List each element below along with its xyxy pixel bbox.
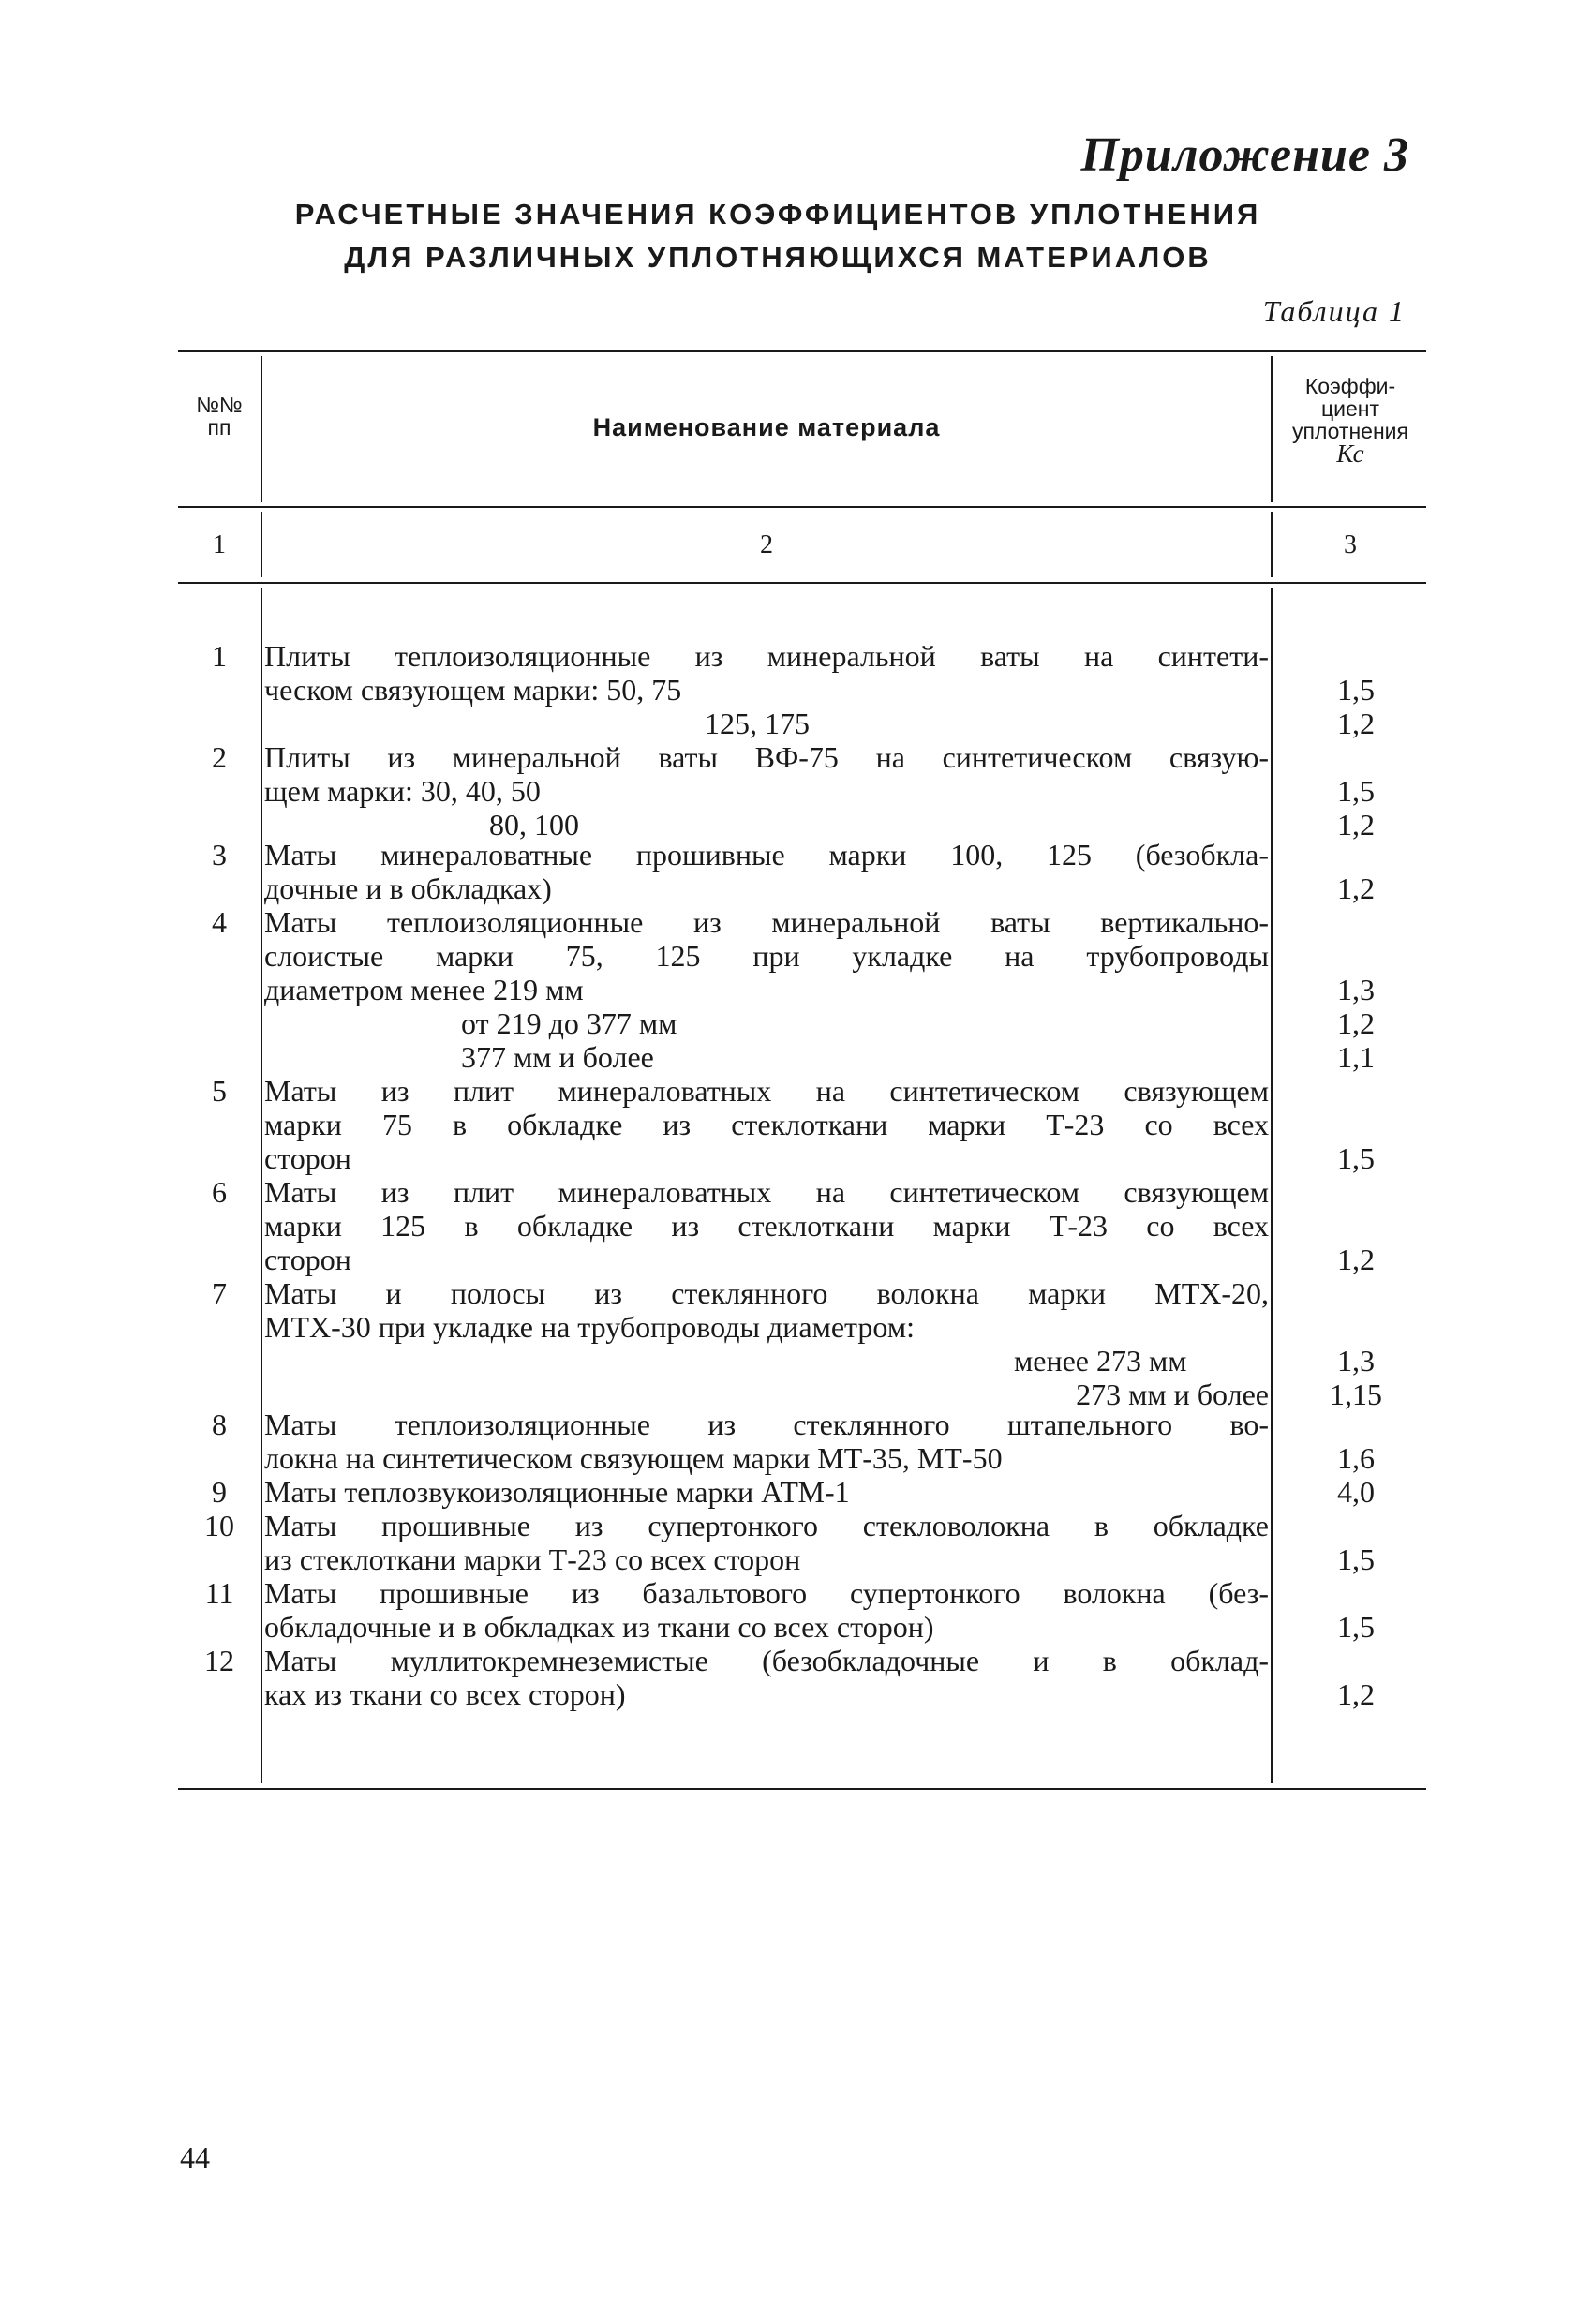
column-number: 1: [213, 530, 226, 559]
material-name: [264, 1175, 1269, 1276]
row-number: 11: [204, 1576, 234, 1610]
coefficient-line: [1286, 1644, 1426, 1677]
material-name-line: локна на синтетическом связующем марки МТ-35, МТ-50: [264, 1441, 1003, 1475]
material-name-line: диаметром менее 219 мм: [264, 973, 584, 1006]
material-name: [264, 1509, 1269, 1576]
coefficient-line: [1286, 1276, 1426, 1310]
coefficient-line: 4,0: [1337, 1475, 1375, 1509]
header-line: циент: [1320, 396, 1380, 421]
material-name-line: Маты теплоизоляционные из стеклянного штапельного во-: [264, 1408, 1269, 1441]
table-bottom-border: [178, 1788, 1426, 1790]
material-name-line: 273 мм и более: [1076, 1378, 1269, 1411]
document-title: [0, 193, 1593, 279]
material-name: [264, 905, 1269, 1074]
material-name-line: сторон: [264, 1243, 351, 1276]
row-number: 4: [212, 905, 227, 939]
material-name-line: Плиты теплоизоляционные из минеральной ваты на синтети-: [264, 639, 1269, 673]
header-line: Коэффи-: [1304, 374, 1396, 398]
coefficient-line: [1286, 1074, 1426, 1108]
coefficient-line: [1286, 1576, 1426, 1610]
appendix-label: Приложение 3: [1080, 128, 1409, 182]
coefficient-value: [1286, 639, 1426, 740]
coefficient-line: [1286, 639, 1426, 673]
coefficient-line: [1286, 838, 1426, 872]
material-name: [264, 1074, 1269, 1175]
coefficient-line: 1,3: [1337, 973, 1375, 1006]
coefficient-line: [1286, 1108, 1426, 1141]
row-number: 8: [212, 1408, 227, 1441]
material-name: [264, 1276, 1269, 1411]
coefficient-line: 1,6: [1337, 1441, 1375, 1475]
coefficient-value: [1286, 1509, 1426, 1576]
row-number: 12: [204, 1644, 234, 1677]
coefficient-value: [1286, 1074, 1426, 1175]
material-name-line: Маты теплоизоляционные из минеральной ваты вертикально-: [264, 905, 1269, 939]
coefficient-value: [1286, 1475, 1426, 1509]
coefficient-line: [1286, 1509, 1426, 1542]
column-separator: [1271, 356, 1273, 502]
material-name-line: слоистые марки 75, 125 при укладке на трубопроводы: [264, 939, 1269, 973]
title-line: РАСЧЕТНЫЕ ЗНАЧЕНИЯ КОЭФФИЦИЕНТОВ УПЛОТНЕНИЯ: [294, 198, 1261, 231]
material-name-line: Маты из плит минераловатных на синтетическом связующем: [264, 1074, 1269, 1108]
material-name-line: щем марки: 30, 40, 50: [264, 774, 541, 808]
material-name: [264, 1644, 1269, 1711]
coefficient-line: 1,3: [1337, 1344, 1375, 1378]
header-line: Кс: [1336, 439, 1364, 468]
material-name-line: Маты прошивные из базальтового супертонкого волокна (без-: [264, 1576, 1269, 1610]
header-line: №№: [196, 393, 243, 417]
material-name-line: 80, 100: [489, 808, 579, 842]
material-name-line: Маты минераловатные прошивные марки 100, 125 (безобкла-: [264, 838, 1269, 872]
table-top-border: [178, 350, 1426, 352]
column-number: 2: [760, 530, 773, 559]
coefficient-line: 1,2: [1337, 707, 1375, 740]
row-number: 7: [212, 1276, 227, 1310]
material-name-line: МТХ-30 при укладке на трубопроводы диаметром:: [264, 1310, 915, 1344]
material-name-line: Маты и полосы из стеклянного волокна марки МТХ-20,: [264, 1276, 1269, 1310]
coefficient-line: [1286, 1209, 1426, 1243]
material-name-line: 125, 175: [705, 707, 810, 740]
header-coefficient: [1274, 374, 1426, 468]
material-name-line: ческом связующем марки: 50, 75: [264, 673, 682, 707]
column-numbers-divider: [178, 582, 1426, 584]
column-separator: [1271, 588, 1273, 1783]
material-name: [264, 1576, 1269, 1644]
coefficient-value: [1286, 1276, 1426, 1411]
material-name-line: Маты прошивные из супертонкого стекловолокна в обкладке: [264, 1509, 1269, 1542]
title-line: ДЛЯ РАЗЛИЧНЫХ УПЛОТНЯЮЩИХСЯ МАТЕРИАЛОВ: [344, 241, 1212, 274]
table-label: Таблица 1: [1262, 294, 1406, 328]
material-name-line: Маты из плит минераловатных на синтетическом связующем: [264, 1175, 1269, 1209]
coefficient-line: [1286, 1408, 1426, 1441]
coefficient-line: 1,5: [1337, 673, 1375, 707]
material-name-line: обкладочные и в обкладках из ткани со всех сторон): [264, 1610, 934, 1644]
material-name: [264, 838, 1269, 905]
row-number: 1: [212, 639, 227, 673]
coefficient-value: [1286, 838, 1426, 905]
column-separator: [261, 512, 262, 577]
material-name-line: Плиты из минеральной ваты ВФ-75 на синтетическом связую-: [264, 740, 1269, 774]
row-number: 6: [212, 1175, 227, 1209]
row-number: 9: [212, 1475, 227, 1509]
material-name-line: из стеклоткани марки Т-23 со всех сторон: [264, 1542, 801, 1576]
material-name-line: менее 273 мм: [1014, 1344, 1187, 1378]
coefficient-line: [1286, 905, 1426, 939]
coefficient-line: 1,5: [1337, 1542, 1375, 1576]
coefficient-line: 1,5: [1337, 774, 1375, 808]
coefficient-line: 1,2: [1337, 1006, 1375, 1040]
material-name-line: марки 125 в обкладке из стеклоткани марки Т-23 со всех: [264, 1209, 1269, 1243]
material-name-line: ках из ткани со всех сторон): [264, 1677, 626, 1711]
material-name-line: дочные и в обкладках): [264, 872, 552, 905]
column-separator: [1271, 512, 1273, 577]
material-name: [264, 1408, 1269, 1475]
page-number: 44: [180, 2140, 210, 2174]
coefficient-line: 1,15: [1330, 1378, 1382, 1411]
material-name-line: марки 75 в обкладке из стеклоткани марки Т-23 со всех: [264, 1108, 1269, 1141]
column-number: 3: [1344, 530, 1357, 559]
header-line: пп: [207, 415, 231, 439]
coefficient-value: [1286, 740, 1426, 842]
header-material-name: Наименование материала: [592, 413, 941, 441]
header-line: уплотнения: [1292, 419, 1408, 443]
coefficient-line: 1,2: [1337, 1243, 1375, 1276]
material-name-line: 377 мм и более: [461, 1040, 654, 1074]
coefficient-line: 1,2: [1337, 872, 1375, 905]
row-number: 10: [204, 1509, 234, 1542]
coefficient-line: 1,5: [1337, 1610, 1375, 1644]
material-name-line: от 219 до 377 мм: [461, 1006, 677, 1040]
coefficient-value: [1286, 1175, 1426, 1276]
coefficient-line: 1,1: [1337, 1040, 1375, 1074]
coefficient-line: [1286, 1175, 1426, 1209]
coefficient-line: [1286, 1310, 1426, 1344]
material-name-line: Маты теплозвукоизоляционные марки АТМ-1: [264, 1475, 850, 1509]
header-divider: [178, 506, 1426, 508]
header-number: [178, 394, 261, 439]
coefficient-line: 1,2: [1337, 1677, 1375, 1711]
row-number: 3: [212, 838, 227, 872]
coefficient-line: [1286, 740, 1426, 774]
coefficient-value: [1286, 1576, 1426, 1644]
material-name: [264, 639, 1269, 740]
material-name-line: сторон: [264, 1141, 351, 1175]
material-name: [264, 740, 1269, 842]
column-separator: [261, 356, 262, 502]
coefficient-line: 1,2: [1337, 808, 1375, 842]
coefficient-value: [1286, 905, 1426, 1074]
coefficient-line: 1,5: [1337, 1141, 1375, 1175]
row-number: 5: [212, 1074, 227, 1108]
column-separator: [261, 588, 262, 1783]
row-number: 2: [212, 740, 227, 774]
material-name: [264, 1475, 1269, 1509]
coefficient-value: [1286, 1408, 1426, 1475]
material-name-line: Маты муллитокремнеземистые (безобкладочные и в обклад-: [264, 1644, 1269, 1677]
coefficient-line: [1286, 939, 1426, 973]
coefficient-value: [1286, 1644, 1426, 1711]
